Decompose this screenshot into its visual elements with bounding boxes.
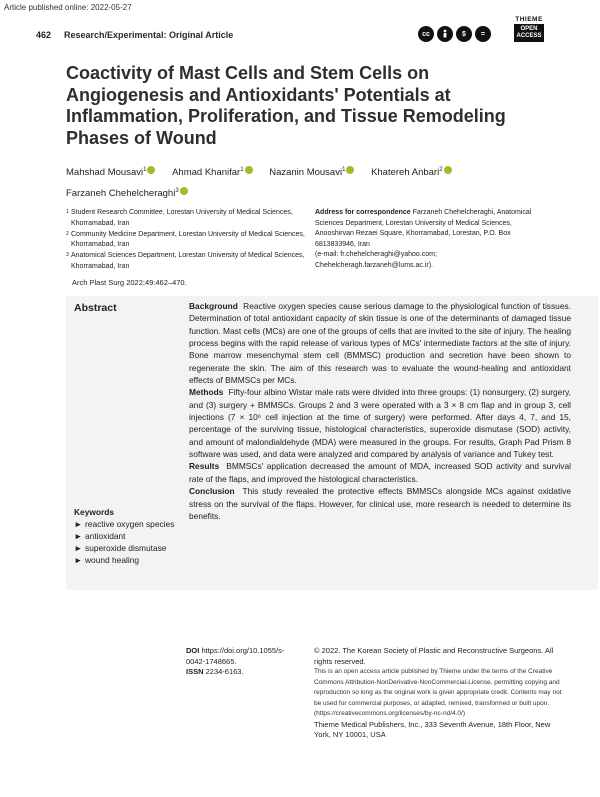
abstract-heading: Abstract — [74, 302, 117, 314]
correspondence-address: Farzaneh Chehelcheraghi, Anatomical Sciences Department, Lorestan University of Medical Sciences, Anooshirvan Rezaei Square, Khorramabad, Lorestan, P.O. Box 6813833946, Iran — [315, 209, 532, 248]
cc-icon: cc — [418, 26, 434, 42]
keywords-heading: Keywords — [74, 507, 115, 517]
section-title: Research/Experimental: Original Article — [64, 30, 234, 40]
orcid-icon[interactable] — [346, 166, 354, 174]
correspondence — [315, 208, 545, 271]
copyright-block — [314, 646, 564, 741]
keyword-item[interactable]: ► antioxidant — [74, 531, 126, 541]
correspondence-email[interactable]: (e-mail: fr.chehelcheraghi@yahoo.com; Chehelcheragh.farzaneh@lums.ac.ir). — [315, 251, 437, 269]
license-text: This is an open access article published by Thieme under the terms of the Creative Commons Attribution-NonDerivative-NonCommercial-License, permitting copying and reproduction so long as the original work is given appropriate credit. Contents may not be used for commercial purposes, or adapted, remixed, transformed or built upon. (https://creativecommons.org/licenses/by-nc-nd/4.0/) — [314, 668, 562, 717]
nc-icon: $ — [456, 26, 472, 42]
correspondence-label: Address for correspondence — [315, 209, 411, 216]
citation: Arch Plast Surg 2022;49:462–470. — [72, 278, 187, 287]
orcid-icon[interactable] — [180, 187, 188, 195]
page-header — [36, 16, 576, 48]
abstract-methods: Methods Fifty-four albino Wistar male rats were divided into three groups: (1) nonsurgery, (2) surgery, and (3) surgery + BMMSCs. Groups 2 and 3 were operated with a 3 × 8 cm flap and in group 3, cell injections (7 × 10⁶ cell injection at the time of surgery) were performed. After days 4, 7, and 15, percentage of the surviving tissue, histological characteristics, superoxide dismutase (SOD) activity, and amount of malondialdehyde (MDA) were measured in the groups. For results, Graph Pad Prism 8 software was used, and data were analyzed and compared by analysis of variance and Tukey test. — [189, 387, 572, 460]
abstract-results: Results BMMSCs' application decreased the amount of MDA, increased SOD activity and survival rate of the flaps, and improved the histological characteristics. — [189, 461, 571, 484]
author-list — [66, 161, 536, 203]
arrow-icon: ► — [74, 555, 83, 565]
doi-link[interactable]: https://doi.org/10.1055/s-0042-1748665. — [186, 646, 285, 666]
arrow-icon: ► — [74, 531, 83, 541]
orcid-icon[interactable] — [147, 166, 155, 174]
copyright: © 2022. The Korean Society of Plastic and Reconstructive Surgeons. All rights reserved. — [314, 646, 554, 666]
author[interactable]: Nazanin Mousavi$^1$ — [269, 161, 354, 182]
license-icons — [418, 26, 491, 42]
publisher-address: Thieme Medical Publishers, Inc., 333 Seventh Avenue, 18th Floor, New York, NY 10001, USA — [314, 719, 551, 739]
abstract-box — [66, 296, 598, 590]
by-icon — [437, 26, 453, 42]
author[interactable]: Mahshad Mousavi$^1$ — [66, 161, 155, 182]
abstract-conclusion: Conclusion This study revealed the protective effects BMMSCs alongside MCs against oxidative stress on the survival of the flaps. However, for clinical use, more research is needed to determine its benefits. — [189, 486, 572, 521]
issn: 2234-6163. — [205, 667, 244, 676]
publication-date: Article published online: 2022-05-27 — [4, 3, 132, 12]
page-number: 462 — [36, 30, 52, 40]
affiliation: 2 Community Medicine Department, Lorestan University of Medical Sciences, Khorramabad, Iran — [66, 230, 305, 248]
author[interactable]: Farzaneh Chehelcheraghi$^3$ — [66, 182, 188, 203]
publisher-logo-top: THIEME — [515, 16, 543, 23]
publisher-logo — [514, 16, 544, 42]
abstract-body — [189, 300, 571, 522]
article-identifiers: DOI https://doi.org/10.1055/s-0042-1748665. ISSN 2234-6163. — [186, 646, 285, 676]
orcid-icon[interactable] — [444, 166, 452, 174]
open-access-badge: OPEN ACCESS — [514, 24, 544, 42]
keyword-item[interactable]: ► reactive oxygen species — [74, 519, 175, 529]
author[interactable]: Ahmad Khanifar$^1$ — [172, 161, 252, 182]
keywords — [74, 506, 184, 566]
abstract-background: Background Reactive oxygen species cause serious damage to the physiological function of tissues. Determination of total antioxidant capacity of skin tissue is one of the determinants of damaged tissue function. Mast cells (MCs) are one of the groups of cells that are invited to the site of injury. The healing process begins with the rapid release of various types of MCs' intermediate factors at the site of injury. Bone marrow mesenchymal stem cell (BMMSC) production and secretion have been shown to regenerate the skin. The aim of this research was to evaluate the wound-healing and antioxidant effects of BMMSCs per MCs. — [189, 301, 572, 386]
keyword-item[interactable]: ► superoxide dismutase — [74, 543, 167, 553]
affiliation: 1 Student Research Committee, Lorestan University of Medical Sciences, Khorramabad, Iran — [66, 209, 293, 227]
affiliations — [66, 208, 306, 273]
keyword-item[interactable]: ► wound healing — [74, 555, 140, 565]
author[interactable]: Khatereh Anbari$^2$ — [371, 161, 451, 182]
arrow-icon: ► — [74, 543, 83, 553]
nd-icon: = — [475, 26, 491, 42]
article-title: Coactivity of Mast Cells and Stem Cells on Angiogenesis and Antioxidants' Potentials at Inflammation, Proliferation, and Tissue Remodeling Phases of Wound — [66, 63, 506, 148]
affiliation: 3 Anatomical Sciences Department, Lorestan University of Medical Sciences, Khorramabad, Iran — [66, 252, 305, 270]
orcid-icon[interactable] — [245, 166, 253, 174]
arrow-icon: ► — [74, 519, 83, 529]
